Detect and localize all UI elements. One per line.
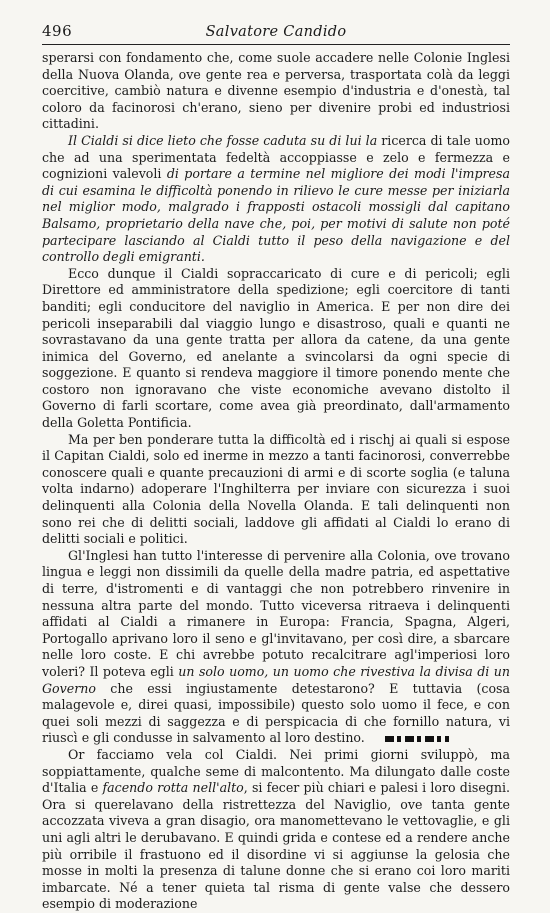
page-number: 496 (42, 22, 73, 40)
paragraph-5 (42, 548, 510, 747)
paragraph-3-text: Ecco dunque il Cialdi sopraccaricato di cure e di pericoli; egli Direttore ed amministratore della spedizione; egli coercitore di tanti banditi; egli conducitore del naviglio in America. E per non dire dei pericoli inseparabili dal viaggio lungo e disastroso, quali e quanti ne sovrastavano da una gente tratta per allora da catene, da una gente inimica del Governo, ed anelante a svincolarsi da ogni specie di soggezione. E quanto si rendeva maggiore il timore ponendo mente che costoro non ignoravano che viste economiche avevano distolto il Governo di farli scortare, come avea già preordinato, dall'armamento della Goletta Pontificia. (42, 265, 510, 431)
header-rule (42, 44, 510, 45)
page-header (42, 18, 510, 44)
paragraph-2-italic-tail: di portare a termine nel migliore dei modi l'impresa di cui esamina le difficoltà ponendo in rilievo le cure messe per iniziarla nel miglior modo, malgrado i frapposti ostacoli mossigli dal capitano Balsamo, proprietario della nave che, poi, per motivi di salute non poté partecipare lasciando al Cialdi tutto il peso della navigazione e del controllo degli emigranti. (42, 166, 510, 265)
paragraph-1-text: sperarsi con fondamento che, come suole accadere nelle Colonie Inglesi della Nuova Olanda, ove gente rea e perversa, trasportata colà da leggi coercitive, cambiò natura e divenne esempio d'industria e d'onestà, tal coloro da facinorosi ch'erano, sieno per divenire probi ed industriosi cittadini. (42, 50, 510, 132)
running-title: Salvatore Candido (205, 24, 347, 40)
body-text (42, 50, 510, 913)
paragraph-6-italic: facendo rotta nell'alto (102, 780, 244, 796)
paragraph-5-text-start: Gl'Inglesi han tutto l'interesse di pervenire alla Colonia, ove trovano lingua e leggi non dissimili da quelle della madre patria, ed aspettative di terre, d'istromenti e di vantaggi che non potrebbero rinvenire in nessuna altra parte del mondo. Tutto viceversa ritraeva i delinquenti affidati al Cialdi a rimanere in Europa: Francia, Spagna, Algeri, Portogallo aprivano loro il seno e gl'invitavano, per così dire, a sbarcare nelle loro coste. E chi avrebbe potuto recalcitrare agl'imperiosi loro voleri? Il poteva egli (42, 547, 510, 679)
paragraph-4-text: Ma per ben ponderare tutta la difficoltà ed i rischj ai quali si espose il Capitan Cialdi, solo ed inerme in mezzo a tanti facinorosi, converrebbe conoscere quali e quante precauzioni di armi e di scorte soglia (e taluna volta indarno) adoperare l'Inghilterra per inviare con sicurezza i suoi delinquenti alla Colonia della Novella Olanda. E tali delinquenti non sono rei che di delitti sociali, laddove gli affidati al Cialdi lo erano di delitti sociali e politici. (42, 431, 510, 547)
paragraph-5-italic: un solo uomo, un uomo che rivestiva la divisa di un Governo (42, 663, 511, 696)
paragraph-1 (42, 50, 510, 133)
paragraph-4 (42, 432, 510, 548)
paragraph-6-text-start: Or facciamo vela col Cialdi. Nei primi giorni sviluppò, ma soppiattamente, qualche seme di malcontento. Ma dilungato dalle coste d'Italia e (42, 746, 510, 796)
paragraph-5-text-end: che essi ingiustamente detestarono? E tuttavia (cosa malagevole e, direi quasi, impossibile) questo solo uomo il fece, e con quei soli mezzi di saggezza e di perspicacia di che fornillo natura, vi riuscì e gli condusse in salvamento al loro destino. (42, 680, 510, 746)
ink-smudge-mark (385, 736, 449, 742)
paragraph-3 (42, 266, 510, 432)
paragraph-6 (42, 747, 510, 913)
paragraph-2-italic-lead: Il Cialdi si dice lieto che fosse caduta su di lui la (68, 132, 378, 148)
paragraph-2 (42, 133, 510, 266)
paragraph-2-text: ricerca di tale uomo che ad una sperimentata fedeltà accoppiasse e zelo e fermezza e cognizioni valevoli (42, 132, 510, 182)
paragraph-6-text-end: , si fecer più chiari e palesi i loro disegni. Ora si querelavano della ristrettezza del Naviglio, ove tanta gente accozzata viveva a gran disagio, ora manomettevano le vettovaglie, e gli uni agli altri le derubavano. E quindi grida e contese ed a rendere anche più orribile il frastuono ed il disordine vi si aggiunse la gelosia che mosse in molti la presenza di talune donne che si erano coi loro mariti imbarcate. Né a tener quieta tal risma di gente valse che dessero esempio di moderazione (42, 780, 511, 912)
